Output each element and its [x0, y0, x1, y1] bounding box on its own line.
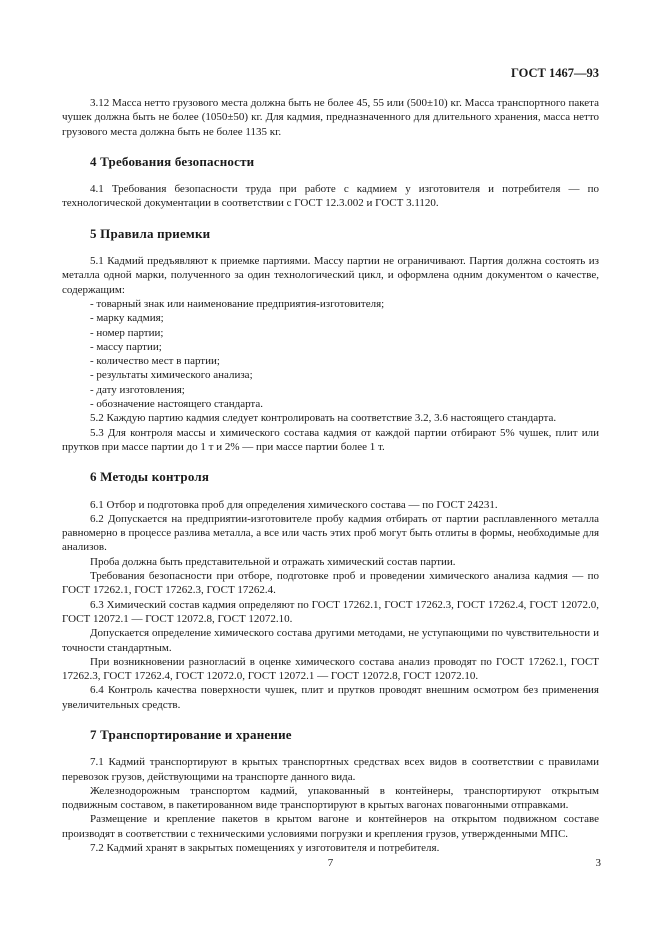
list-item: - номер партии; — [90, 326, 164, 339]
clause-4-1: 4.1 Требования безопасности труда при работе с кадмием у изготовителя и потребителя — по технологической документации в соответствии с ГОСТ 12.3.002 и ГОСТ 3.1120. — [62, 183, 599, 210]
clause-7-1-placement: Размещение и крепление пакетов в крытом вагоне и контейнеров на открытом подвижном составе производят в соответствии с техническими условиями погрузки и крепления грузов, утвержденными МПС. — [62, 813, 599, 840]
page-number-center: 7 — [327, 857, 334, 869]
clause-6-3-disputes: При возникновении разногласий в оценке химического состава анализ проводят по ГОСТ 17262.1, ГОСТ 17262.3, ГОСТ 17262.4, ГОСТ 12072.0, ГОСТ 12072.1 — ГОСТ 12072.8, ГОСТ 12072.10. — [62, 655, 599, 683]
clause-6-2-sample: Проба должна быть представительной и отражать химический состав партии. — [90, 555, 456, 568]
section-heading-7: 7 Транспортирование и хранение — [90, 726, 292, 742]
clause-7-1: 7.1 Кадмий транспортируют в крытых транспортных средствах всех видов в соответствии с правилами перевозок грузов, действующими на транспорте данного вида. — [62, 756, 599, 783]
clause-7-2: 7.2 Кадмий хранят в закрытых помещениях у изготовителя и потребителя. — [90, 842, 440, 855]
clause-6-4: 6.4 Контроль качества поверхности чушек, плит и прутков проводят внешним осмотром без применения увеличительных средств. — [62, 684, 599, 711]
document-code-header: ГОСТ 1467—93 — [510, 66, 599, 80]
clause-6-1: 6.1 Отбор и подготовка проб для определения химического состава — по ГОСТ 24231. — [90, 498, 498, 511]
quality-document-items — [62, 297, 599, 411]
list-item: - количество мест в партии; — [90, 355, 220, 368]
document-body — [62, 96, 599, 855]
page-number-right: 3 — [595, 857, 601, 869]
clause-5-1: 5.1 Кадмий предъявляют к приемке партиями. Массу партии не ограничивают. Партия должна состоять из металла одной марки, полученного за один технологический цикл, и оформлена одним документом о качестве, содержащим: — [62, 255, 599, 296]
list-item: - товарный знак или наименование предприятия-изготовителя; — [90, 297, 385, 310]
section-heading-5: 5 Правила приемки — [90, 225, 211, 241]
clause-6-2: 6.2 Допускается на предприятии-изготовителе пробу кадмия отбирать от партии расплавленного металла равномерно в процессе разлива металла, а все или часть этих проб могут быть отлиты в формы, необходимые для анализов. — [62, 512, 599, 554]
section-heading-4: 4 Требования безопасности — [90, 153, 255, 169]
list-item: - дату изготовления; — [90, 383, 185, 396]
clause-7-1-rail: Железнодорожным транспортом кадмий, упакованный в контейнеры, транспортируют открытым подвижным составом, в пакетированном виде транспортируют в крытых вагонах повагонными отправками. — [62, 784, 599, 812]
clause-6-3-alternative: Допускается определение химического состава другими методами, не уступающими по чувствительности и точности стандартным. — [62, 627, 599, 654]
section-heading-6: 6 Методы контроля — [90, 469, 210, 485]
list-item: - обозначение настоящего стандарта. — [90, 398, 264, 411]
clause-6-3: 6.3 Химический состав кадмия определяют по ГОСТ 17262.1, ГОСТ 17262.3, ГОСТ 17262.4, ГОСТ 12072.0, ГОСТ 12072.1 — ГОСТ 12072.8, ГОСТ 12072.10. — [62, 598, 599, 625]
clause-3-12: 3.12 Масса нетто грузового места должна быть не более 45, 55 или (500±10) кг. Масса транспортного пакета чушек должна быть не более (1050±50) кг. Для кадмия, предназначенного для длительного хранения, масса нетто грузового места должна быть не более 1135 кг. — [62, 97, 599, 138]
list-item: - результаты химического анализа; — [90, 369, 253, 382]
clause-6-2-safety: Требования безопасности при отборе, подготовке проб и проведении химического анализа кадмия — по ГОСТ 17262.1, ГОСТ 17262.3, ГОСТ 17262.4. — [62, 570, 599, 597]
list-item: - марку кадмия; — [90, 312, 164, 325]
clause-5-3: 5.3 Для контроля массы и химического состава кадмия от каждой партии отбирают 5% чушек, плит или прутков при массе партии до 1 т и 2% — при массе партии более 1 т. — [62, 426, 599, 453]
clause-5-2: 5.2 Каждую партию кадмия следует контролировать на соответствие 3.2, 3.6 настоящего стандарта. — [90, 412, 557, 425]
list-item: - массу партии; — [90, 340, 162, 353]
